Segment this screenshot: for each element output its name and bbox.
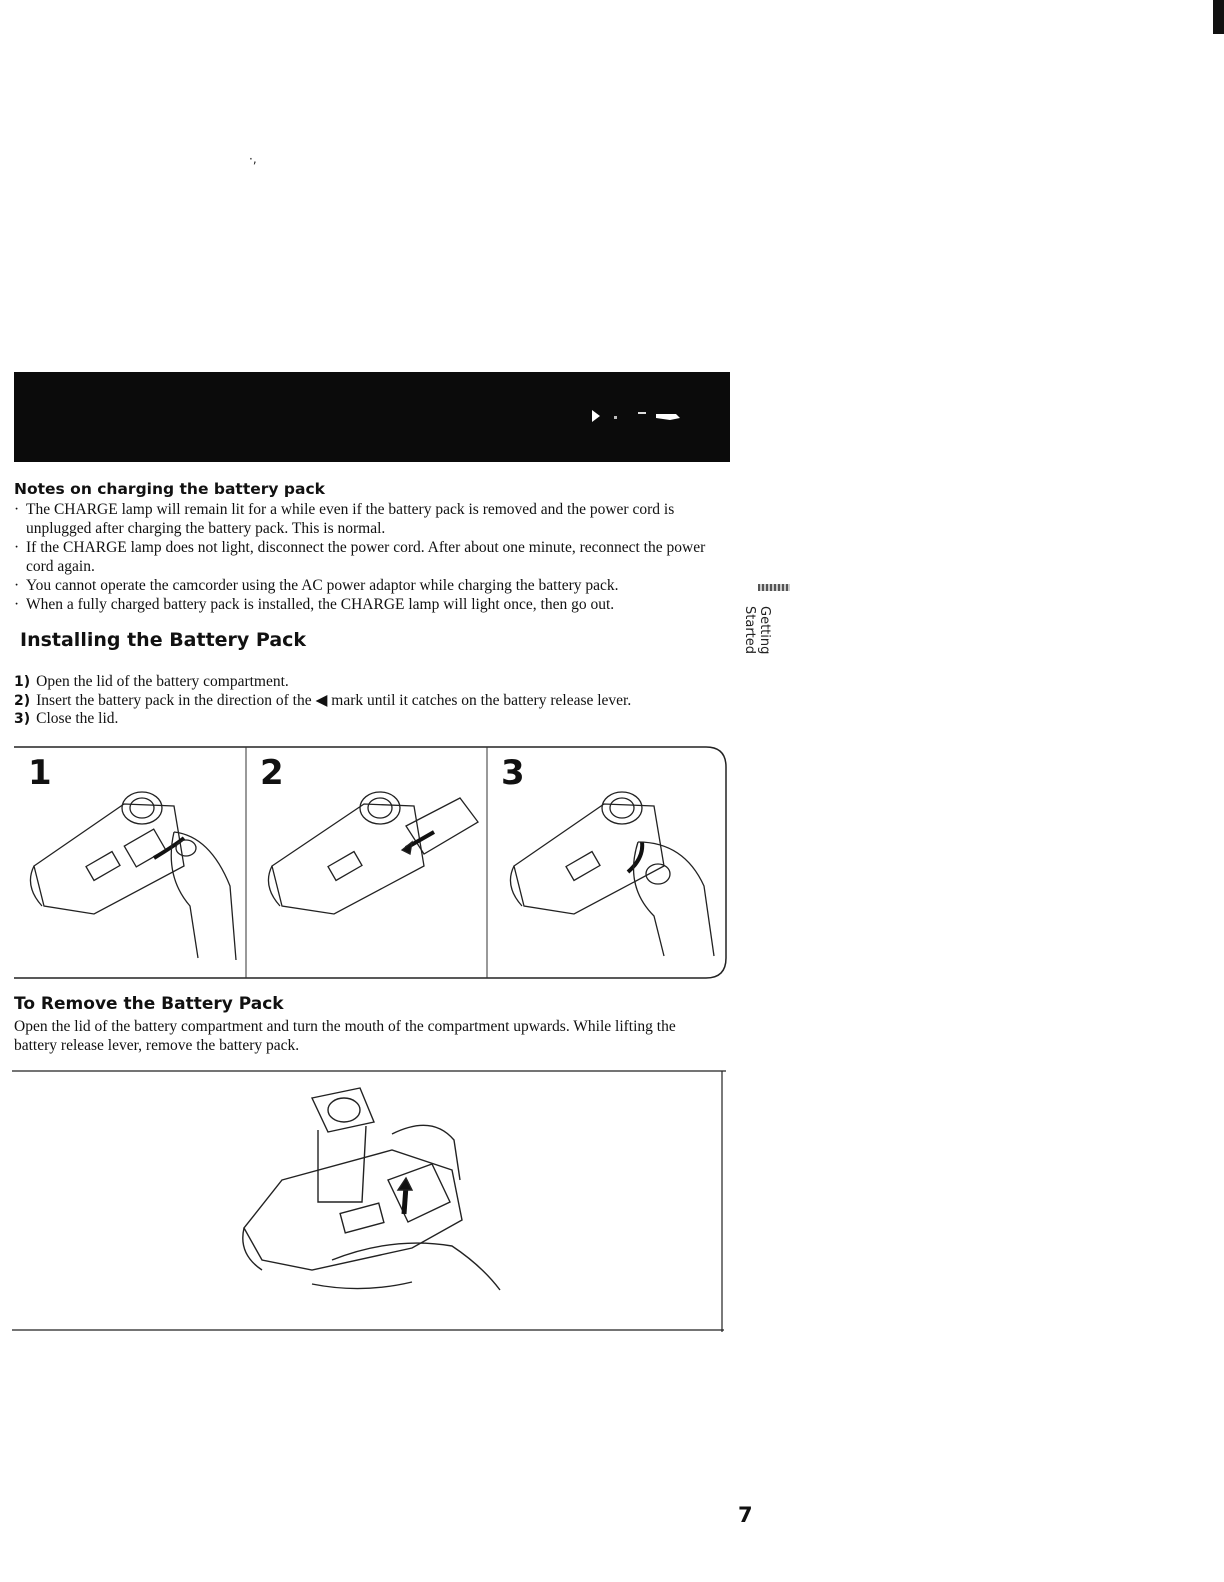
step-text: Close the lid. <box>36 710 119 727</box>
install-steps <box>14 673 631 729</box>
camcorder-remove-battery-drawing <box>243 1088 500 1290</box>
camcorder-insert-battery-drawing <box>268 792 478 914</box>
remove-instructions: Open the lid of the battery compartment and turn the mouth of the compartment upwards. While lifting the battery release lever, remove the battery pack. <box>14 1018 676 1054</box>
step-number: 1) <box>14 674 31 690</box>
panel-number: 3 <box>501 753 525 793</box>
note-item: · You cannot operate the camcorder using the AC power adaptor while charging the battery pack. <box>14 576 720 595</box>
step-text: Open the lid of the battery compartment. <box>36 673 289 690</box>
install-heading: Installing the Battery Pack <box>20 629 307 651</box>
side-tab-marker <box>758 584 790 591</box>
note-item: · When a fully charged battery pack is installed, the CHARGE lamp will light once, then go out. <box>14 595 720 614</box>
page-number: 7 <box>738 1503 753 1527</box>
note-item: · If the CHARGE lamp does not light, disconnect the power cord. After about one minute, reconnect the power cord again. <box>14 538 720 576</box>
page-edge-mark <box>1213 0 1224 34</box>
panel-number: 1 <box>28 753 52 793</box>
install-step <box>14 710 631 729</box>
step-text: Insert the battery pack in the direction of the ◀ mark until it catches on the battery release lever. <box>36 691 632 709</box>
step-number: 3) <box>14 711 31 727</box>
camcorder-close-lid-drawing <box>510 792 714 956</box>
camcorder-open-lid-drawing <box>30 792 236 960</box>
install-step <box>14 692 631 711</box>
remove-heading: To Remove the Battery Pack <box>14 994 284 1014</box>
header-bar-glyphs <box>586 404 706 428</box>
install-step <box>14 673 631 692</box>
section-header-bar <box>14 372 730 462</box>
side-tab-label: Getting Started <box>742 606 772 655</box>
step-number: 2) <box>14 692 31 709</box>
notes-heading: Notes on charging the battery pack <box>14 480 325 498</box>
notes-list <box>14 500 720 614</box>
note-item: · The CHARGE lamp will remain lit for a while even if the battery pack is removed and the power cord is unplugged after charging the battery pack. This is normal. <box>14 500 720 538</box>
panel-number: 2 <box>260 753 284 793</box>
scan-speck: ·, <box>249 152 257 166</box>
remove-battery-illustration <box>12 1070 726 1332</box>
install-illustration-panels <box>14 746 728 980</box>
